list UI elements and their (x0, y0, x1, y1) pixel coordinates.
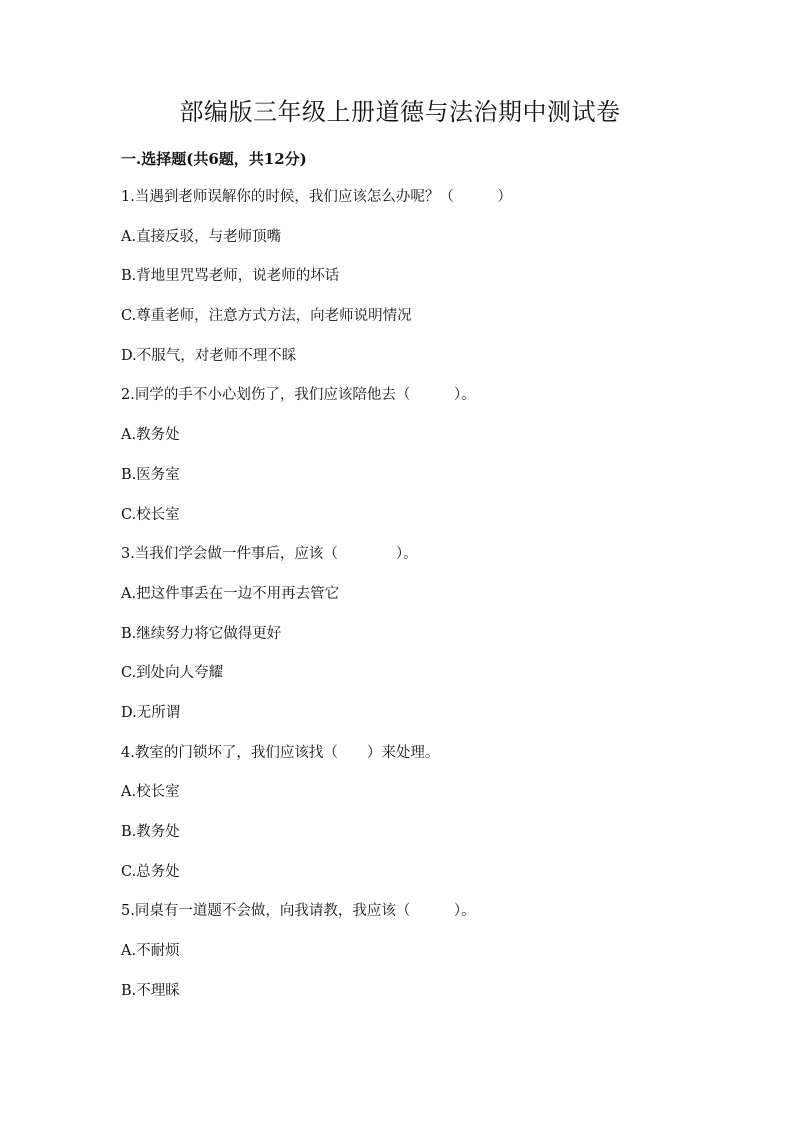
question-line: 3.当我们学会做一件事后，应该（ ）。 (121, 546, 418, 563)
option-line: C.校长室 (121, 506, 180, 523)
option-line: C.总务处 (121, 863, 180, 880)
page-title: 部编版三年级上册道德与法治期中测试卷 (179, 98, 621, 126)
question-list (121, 186, 721, 1019)
question-line: 4.教室的门锁坏了，我们应该找（ ）来处理。 (121, 744, 440, 761)
option-line: A.教务处 (121, 427, 180, 444)
option-line: B.医务室 (121, 466, 180, 483)
question-line: 2.同学的手不小心划伤了，我们应该陪他去（ ）。 (121, 387, 476, 404)
option-line: B.继续努力将它做得更好 (121, 625, 282, 642)
option-line: D.无所谓 (121, 704, 181, 721)
option-line: D.不服气，对老师不理不睬 (121, 347, 297, 364)
option-line: C.到处向人夸耀 (121, 665, 224, 682)
option-line: A.直接反驳，与老师顶嘴 (121, 228, 282, 245)
option-line: A.不耐烦 (121, 943, 180, 960)
option-line: B.教务处 (121, 824, 180, 840)
option-line: A.校长室 (121, 784, 180, 801)
question-line: 5.同桌有一道题不会做，向我请教，我应该（ ）。 (121, 903, 476, 920)
option-line: B.背地里咒骂老师，说老师的坏话 (121, 268, 340, 285)
option-line: C.尊重老师，注意方式方法，向老师说明情况 (121, 308, 412, 325)
question-line: 1.当遇到老师误解你的时候，我们应该怎么办呢？（ ） (121, 189, 512, 205)
option-line: B.不理睬 (121, 982, 180, 999)
option-line: A.把这件事丢在一边不用再去管它 (121, 585, 340, 602)
section-heading: 一.选择题(共6题，共12分) (121, 150, 307, 168)
